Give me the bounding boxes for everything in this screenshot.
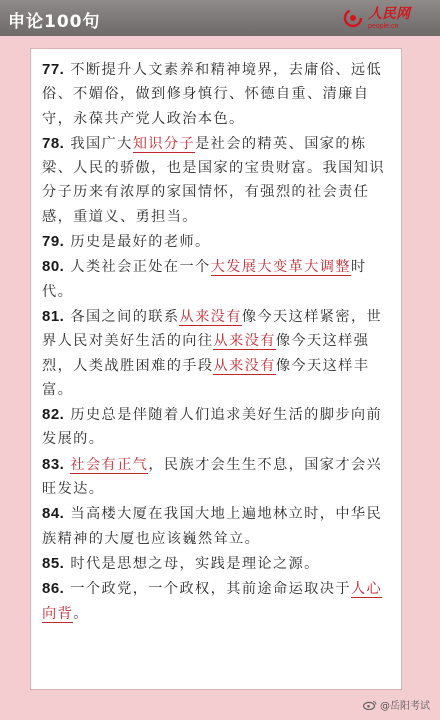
weibo-watermark (363, 697, 430, 712)
quote-number: 78. (42, 134, 65, 152)
quote-text: 不断提升人文素养和精神境界，去庸俗、远低俗、不媚俗，做到修身慎行、怀德自重、清廉自守，永葆共产党人政治本色。 (42, 62, 383, 127)
quote-item (42, 132, 392, 229)
page-footer (0, 694, 440, 720)
quote-item (42, 453, 392, 502)
weibo-icon (363, 700, 377, 710)
quote-text: 像今天这样强烈，人类战胜困难的手段 (42, 333, 370, 374)
quote-item (42, 230, 392, 254)
quote-number: 85. (42, 554, 65, 572)
quote-number: 81. (42, 307, 65, 325)
quote-item (42, 58, 392, 131)
logo-url: people.cn (368, 22, 399, 30)
quote-text: 像今天这样丰富。 (42, 357, 370, 398)
quote-item (42, 552, 392, 576)
quote-number: 80. (42, 258, 65, 276)
quote-item (42, 255, 392, 304)
highlighted-phrase: 社会有正气 (70, 456, 149, 473)
highlighted-phrase: 从来没有 (179, 308, 242, 325)
quote-text: 。 (73, 605, 89, 622)
quote-number: 83. (42, 455, 65, 473)
highlighted-phrase: 知识分子 (132, 135, 196, 152)
quote-text: 时代。 (42, 259, 367, 300)
quote-text: 各国之间的联系 (70, 308, 180, 325)
logo-name: 人民网 (368, 5, 410, 22)
quote-text: 时代是思想之母，实践是理论之源。 (70, 555, 320, 572)
highlighted-phrase: 从来没有 (213, 357, 276, 374)
highlighted-phrase: 人心向背 (42, 581, 383, 622)
quote-text: 我国广大 (70, 135, 133, 152)
quote-number: 77. (42, 61, 65, 78)
quote-number: 79. (42, 233, 65, 251)
quote-item (42, 305, 392, 402)
quote-text: 人类社会正处在一个 (70, 259, 211, 276)
quote-list (42, 58, 392, 627)
highlighted-phrase: 大发展大变革大调整 (210, 259, 351, 276)
page-title: 申论100句 (8, 12, 101, 32)
people-daily-logo-icon (342, 7, 364, 29)
quote-text: 历史总是伴随着人们追求美好生活的脚步向前发展的。 (42, 407, 383, 448)
quote-text: 历史是最好的老师。 (70, 234, 211, 251)
page-header (0, 0, 440, 36)
weibo-handle: @岳阳考试 (380, 701, 430, 712)
highlighted-phrase: 从来没有 (213, 333, 276, 350)
quote-item (42, 502, 392, 551)
quote-number: 84. (42, 505, 65, 523)
quote-text: 当高楼大厦在我国大地上遍地林立时，中华民族精神的大厦也应该巍然耸立。 (42, 506, 383, 547)
people-daily-logo (342, 4, 432, 32)
quote-number: 82. (42, 406, 65, 424)
quote-text: 一个政党，一个政权，其前途命运取决于 (70, 581, 351, 598)
quote-item (42, 403, 392, 452)
quote-text: ，民族才会生生不息，国家才会兴旺发达。 (42, 456, 383, 498)
quote-item (42, 577, 392, 626)
quote-number: 86. (42, 580, 65, 598)
quote-text: 是社会的精英、国家的栋梁、人民的骄傲，也是国家的宝贵财富。我国知识分子历来有浓厚的家国情怀，有强烈的社会责任感，重道义、勇担当。 (42, 135, 385, 225)
quote-text: 像今天这样紧密，世界人民对美好生活的向往 (42, 308, 383, 350)
